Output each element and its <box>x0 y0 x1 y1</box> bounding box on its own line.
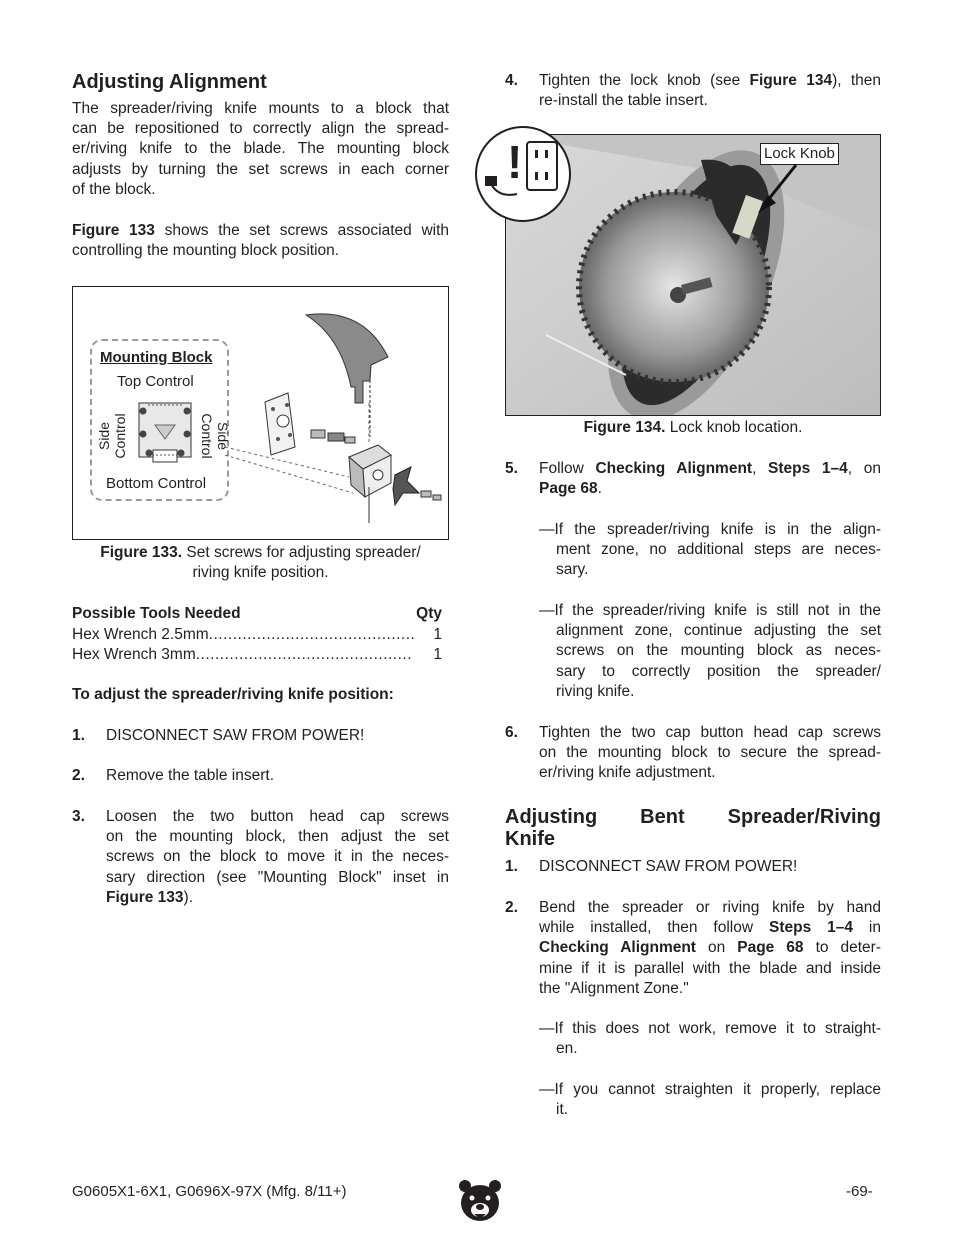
heading-line: Adjusting Bent Spreader/Riving <box>505 806 881 828</box>
caption-label: Figure 133. <box>100 544 183 561</box>
note-line: screws on the mounting block as neces- <box>556 642 881 660</box>
disconnect-power-warning-icon <box>475 126 571 222</box>
step-line: Loosen the two button head cap screws <box>106 808 449 825</box>
step-number: 3. <box>72 808 85 825</box>
caption-text: Lock knob location. <box>665 419 803 436</box>
note-line: —If this does not work, remove it to straight- <box>539 1020 881 1037</box>
step-number: 2. <box>505 899 518 916</box>
figure-133-ref: Figure 133 <box>72 222 155 239</box>
step-text <box>539 723 881 784</box>
step-line: Bend the spreader or riving knife by hand <box>539 899 881 916</box>
side-label: Side <box>96 421 112 451</box>
intro-line: adjusts by turning the set screws in each corner <box>72 160 449 178</box>
note-5b <box>539 601 881 702</box>
bottom-control-label: Bottom Control <box>106 475 207 492</box>
step-line: the "Alignment Zone." <box>539 979 689 997</box>
figure-reference-paragraph <box>72 221 449 261</box>
step-line: ). <box>183 888 193 906</box>
svg-text:!: ! <box>507 136 523 188</box>
step-text <box>106 807 449 908</box>
tool-name: Hex Wrench 3mm <box>72 646 196 663</box>
note-line: sary. <box>556 561 589 579</box>
text: , on <box>847 460 881 477</box>
heading-line: Knife <box>505 828 555 850</box>
note-5a <box>539 520 881 581</box>
text: Tighten the lock knob (see <box>539 72 750 89</box>
step-text <box>539 898 881 999</box>
page-ref: Page 68 <box>539 480 598 498</box>
intro-line: er/riving knife to the blade. The mounting block <box>72 140 449 158</box>
text: while installed, then follow <box>539 919 769 937</box>
step-number: 4. <box>505 72 518 89</box>
inset-title: Mounting Block <box>100 349 213 366</box>
step-line: Tighten the two cap button head cap screws <box>539 724 881 741</box>
mounting-block-drawing <box>73 287 448 539</box>
procedure-title: To adjust the spreader/riving knife position: <box>72 686 394 703</box>
figure-133-caption <box>72 543 449 583</box>
side-label: Control <box>199 413 215 459</box>
step-line: on the mounting block, then adjust the set <box>106 828 449 846</box>
text: in <box>853 919 881 937</box>
text: . <box>597 480 602 498</box>
intro-line: of the block. <box>72 180 156 198</box>
tool-qty: 1 <box>430 645 442 665</box>
fig-ref-text-line2: controlling the mounting block position. <box>72 242 340 260</box>
step-line: er/riving knife adjustment. <box>539 764 716 782</box>
footer-model: G0605X1-6X1, G0696X-97X (Mfg. 8/11+) <box>72 1183 347 1200</box>
note-b2 <box>539 1080 881 1120</box>
step-line: mine if it is parallel with the blade and inside <box>539 959 881 977</box>
step-line: on the mounting block to secure the spread- <box>539 744 881 762</box>
text-bold: Checking Alignment <box>539 939 696 957</box>
text: ), then <box>832 72 882 89</box>
tools-qty-header: Qty <box>416 605 442 622</box>
side-label: Side <box>215 421 231 451</box>
text: Follow <box>539 460 596 477</box>
figure-134-caption <box>505 418 881 438</box>
caption-text-line2: riving knife position. <box>192 564 329 582</box>
note-line: riving knife. <box>556 682 635 700</box>
step-text: DISCONNECT SAW FROM POWER! <box>106 727 365 744</box>
note-line: —If the spreader/riving knife is still not in the <box>539 602 881 619</box>
step-line: sary direction (see "Mounting Block" inset in <box>106 868 449 886</box>
note-line: —If you cannot straighten it properly, replace <box>539 1081 881 1098</box>
caption-text: Set screws for adjusting spreader/ <box>182 544 421 561</box>
top-control-label: Top Control <box>117 373 194 390</box>
text: re-install the table insert. <box>539 92 708 110</box>
side-label: Control <box>112 413 128 459</box>
note-line: —If the spreader/riving knife is in the align- <box>539 521 881 538</box>
intro-line: The spreader/riving knife mounts to a block that <box>72 100 449 117</box>
step-text <box>539 459 881 499</box>
tool-qty: 1 <box>430 625 442 645</box>
text-bold: Steps 1–4 <box>768 460 848 477</box>
note-line: it. <box>556 1101 569 1119</box>
fig-ref-text: shows the set screws associated with <box>154 222 450 239</box>
tools-header: Possible Tools Needed <box>72 605 241 622</box>
section-heading-adjusting-alignment: Adjusting Alignment <box>72 71 267 93</box>
tool-row: Hex Wrench 2.5mm........................................... 1 <box>72 625 442 645</box>
text: on <box>695 939 738 957</box>
intro-paragraph <box>72 99 449 200</box>
text-bold: Steps 1–4 <box>769 919 853 937</box>
text: to deter- <box>803 939 881 957</box>
tool-row: Hex Wrench 3mm............................................. 1 <box>72 645 442 665</box>
text: , <box>752 460 769 477</box>
lock-knob-callout: Lock Knob <box>760 143 839 165</box>
text-bold: Checking Alignment <box>595 460 753 477</box>
step-number: 1. <box>72 727 85 744</box>
section-heading-bent-spreader <box>505 806 881 850</box>
tool-name: Hex Wrench 2.5mm <box>72 626 209 643</box>
step-number: 5. <box>505 460 518 477</box>
step-line: screws on the block to move it in the neces- <box>106 848 449 866</box>
footer-page-number: -69- <box>846 1183 873 1200</box>
caption-label: Figure 134. <box>583 419 666 436</box>
note-line: alignment zone, continue adjusting the set <box>556 622 881 640</box>
note-line: ment zone, no additional steps are neces- <box>556 541 881 559</box>
step-number: 6. <box>505 724 518 741</box>
step-number: 1. <box>505 858 518 875</box>
intro-line: can be repositioned to correctly align the spread- <box>72 120 449 138</box>
figure-133-ref: Figure 133 <box>106 888 184 906</box>
tools-header-row <box>72 604 442 624</box>
note-line: en. <box>556 1040 578 1058</box>
note-b1 <box>539 1019 881 1059</box>
step-text <box>539 71 881 111</box>
step-text: DISCONNECT SAW FROM POWER! <box>539 858 798 875</box>
figure-133 <box>72 286 449 540</box>
step-number: 2. <box>72 767 85 784</box>
page-ref: Page 68 <box>737 939 804 957</box>
note-line: sary to correctly position the spreader/ <box>556 662 881 680</box>
grizzly-bear-logo-icon <box>458 1178 502 1224</box>
figure-134-ref: Figure 134 <box>749 72 833 89</box>
step-text: Remove the table insert. <box>106 767 275 784</box>
